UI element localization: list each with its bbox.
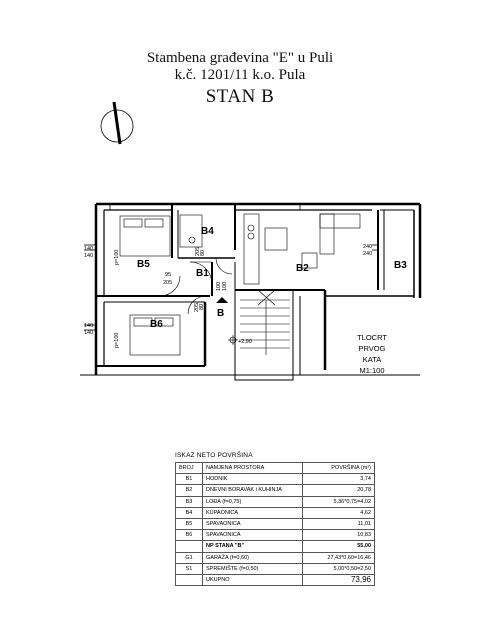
title-parcel: k.č. 1201/11 k.o. Pula <box>174 67 306 83</box>
table-row <box>176 552 375 563</box>
entry-marker-icon <box>216 297 228 303</box>
dim-p100: p=100 <box>114 332 120 348</box>
level-label: +2,90 <box>238 339 252 345</box>
table-row <box>176 507 375 518</box>
table-row <box>176 474 375 485</box>
level-marker-icon <box>228 335 238 345</box>
total-label: UKUPNO <box>203 574 303 585</box>
cell-povrsina: 3,74 <box>303 474 375 485</box>
dim-140-top-2: 140 <box>84 253 94 259</box>
col-header-broj: BROJ <box>176 463 203 474</box>
room-label-b2: B2 <box>296 263 309 274</box>
table-subtotal-row <box>176 541 375 552</box>
cell-broj: B5 <box>176 518 203 529</box>
subtotal-value: 55,00 <box>303 541 375 552</box>
table-row <box>176 530 375 541</box>
stamp-line-1: TLOCRT <box>357 333 387 342</box>
cell-broj: B6 <box>176 530 203 541</box>
cell-namjena: SPAVAONICA <box>203 518 303 529</box>
room-label-b6: B6 <box>150 319 163 330</box>
cell-empty <box>176 541 203 552</box>
dim-80b: 80 <box>200 249 206 256</box>
table-row <box>176 485 375 496</box>
table-row <box>176 518 375 529</box>
room-label-b1: B1 <box>196 268 209 279</box>
cell-namjena: GARAŽA (f=0,60) <box>203 552 303 563</box>
cell-empty <box>176 574 203 585</box>
cell-broj: B1 <box>176 474 203 485</box>
dim-205b: 205 <box>194 302 200 312</box>
cell-broj: B3 <box>176 496 203 507</box>
dim-100a: 100 <box>216 281 222 291</box>
total-value: 73,96 <box>303 574 375 585</box>
room-label-b3: B3 <box>394 260 407 271</box>
dim-205c: 205 <box>195 246 201 256</box>
dim-205: 205 <box>163 280 173 286</box>
cell-namjena: HODNIK <box>203 474 303 485</box>
area-table-section <box>175 452 375 586</box>
title-building: Stambena građevina "E" u Puli <box>146 50 334 66</box>
cell-povrsina: 5,00*0,50=2,50 <box>303 563 375 574</box>
stamp-line-3: KATA <box>362 355 382 364</box>
cell-namjena: SPREMIŠTE (f=0,50) <box>203 563 303 574</box>
cell-povrsina: 5,36*0,75=4,02 <box>303 496 375 507</box>
dim-240-2: 240 <box>363 251 373 257</box>
dim-95: 95 <box>165 272 172 278</box>
cell-namjena: DNEVNI BORAVAK i KUHINJA <box>203 485 303 496</box>
col-header-povrsina: POVRŠINA (m²) <box>303 463 375 474</box>
table-row <box>176 496 375 507</box>
dim-140-top-1: 140 <box>84 246 94 252</box>
cell-povrsina: 11,01 <box>303 518 375 529</box>
area-table <box>175 462 375 586</box>
cell-broj: S1 <box>176 563 203 574</box>
kitchen-counter-icon <box>244 214 259 284</box>
dim-80: 80 <box>199 303 205 310</box>
sofa-icon <box>320 214 360 228</box>
cell-broj: B2 <box>176 485 203 496</box>
table-header-row <box>176 463 375 474</box>
dim-140-bot-1: 140 <box>84 323 94 329</box>
dim-140-bot-2: 140 <box>84 330 94 336</box>
north-arrow-icon <box>101 102 133 144</box>
cell-povrsina: 27,43*0,60=16,46 <box>303 552 375 563</box>
cell-namjena: SPAVAONICA <box>203 530 303 541</box>
cell-broj: G1 <box>176 552 203 563</box>
dining-table-icon <box>265 228 287 250</box>
stamp-line-2: PRVOG <box>358 344 386 353</box>
cell-broj: B4 <box>176 507 203 518</box>
room-label-b4: B4 <box>201 226 214 237</box>
subtotal-label: NP STANA "B" <box>203 541 303 552</box>
cell-povrsina: 10,83 <box>303 530 375 541</box>
col-header-namjena: NAMJENA PROSTORA <box>203 463 303 474</box>
title-unit: STAN B <box>205 86 275 107</box>
dim-240-1: 240 <box>363 244 373 250</box>
exterior-walls <box>80 204 420 380</box>
dim-100b: 100 <box>222 281 228 291</box>
stamp-line-4: M1:100 <box>359 366 385 375</box>
room-label-b5: B5 <box>137 259 150 270</box>
stair-treads <box>240 290 290 355</box>
dim-p100b: p=100 <box>114 249 120 265</box>
cell-namjena: LOĐA (f=0,75) <box>203 496 303 507</box>
cell-povrsina: 4,62 <box>303 507 375 518</box>
table-caption: ISKAZ NETO POVRŠINA <box>175 452 253 459</box>
room-label-entry: B <box>217 308 225 319</box>
cell-namjena: KUPAONICA <box>203 507 303 518</box>
cell-povrsina: 20,78 <box>303 485 375 496</box>
table-total-row <box>176 574 375 585</box>
table-row <box>176 563 375 574</box>
bathtub-icon <box>180 215 202 247</box>
